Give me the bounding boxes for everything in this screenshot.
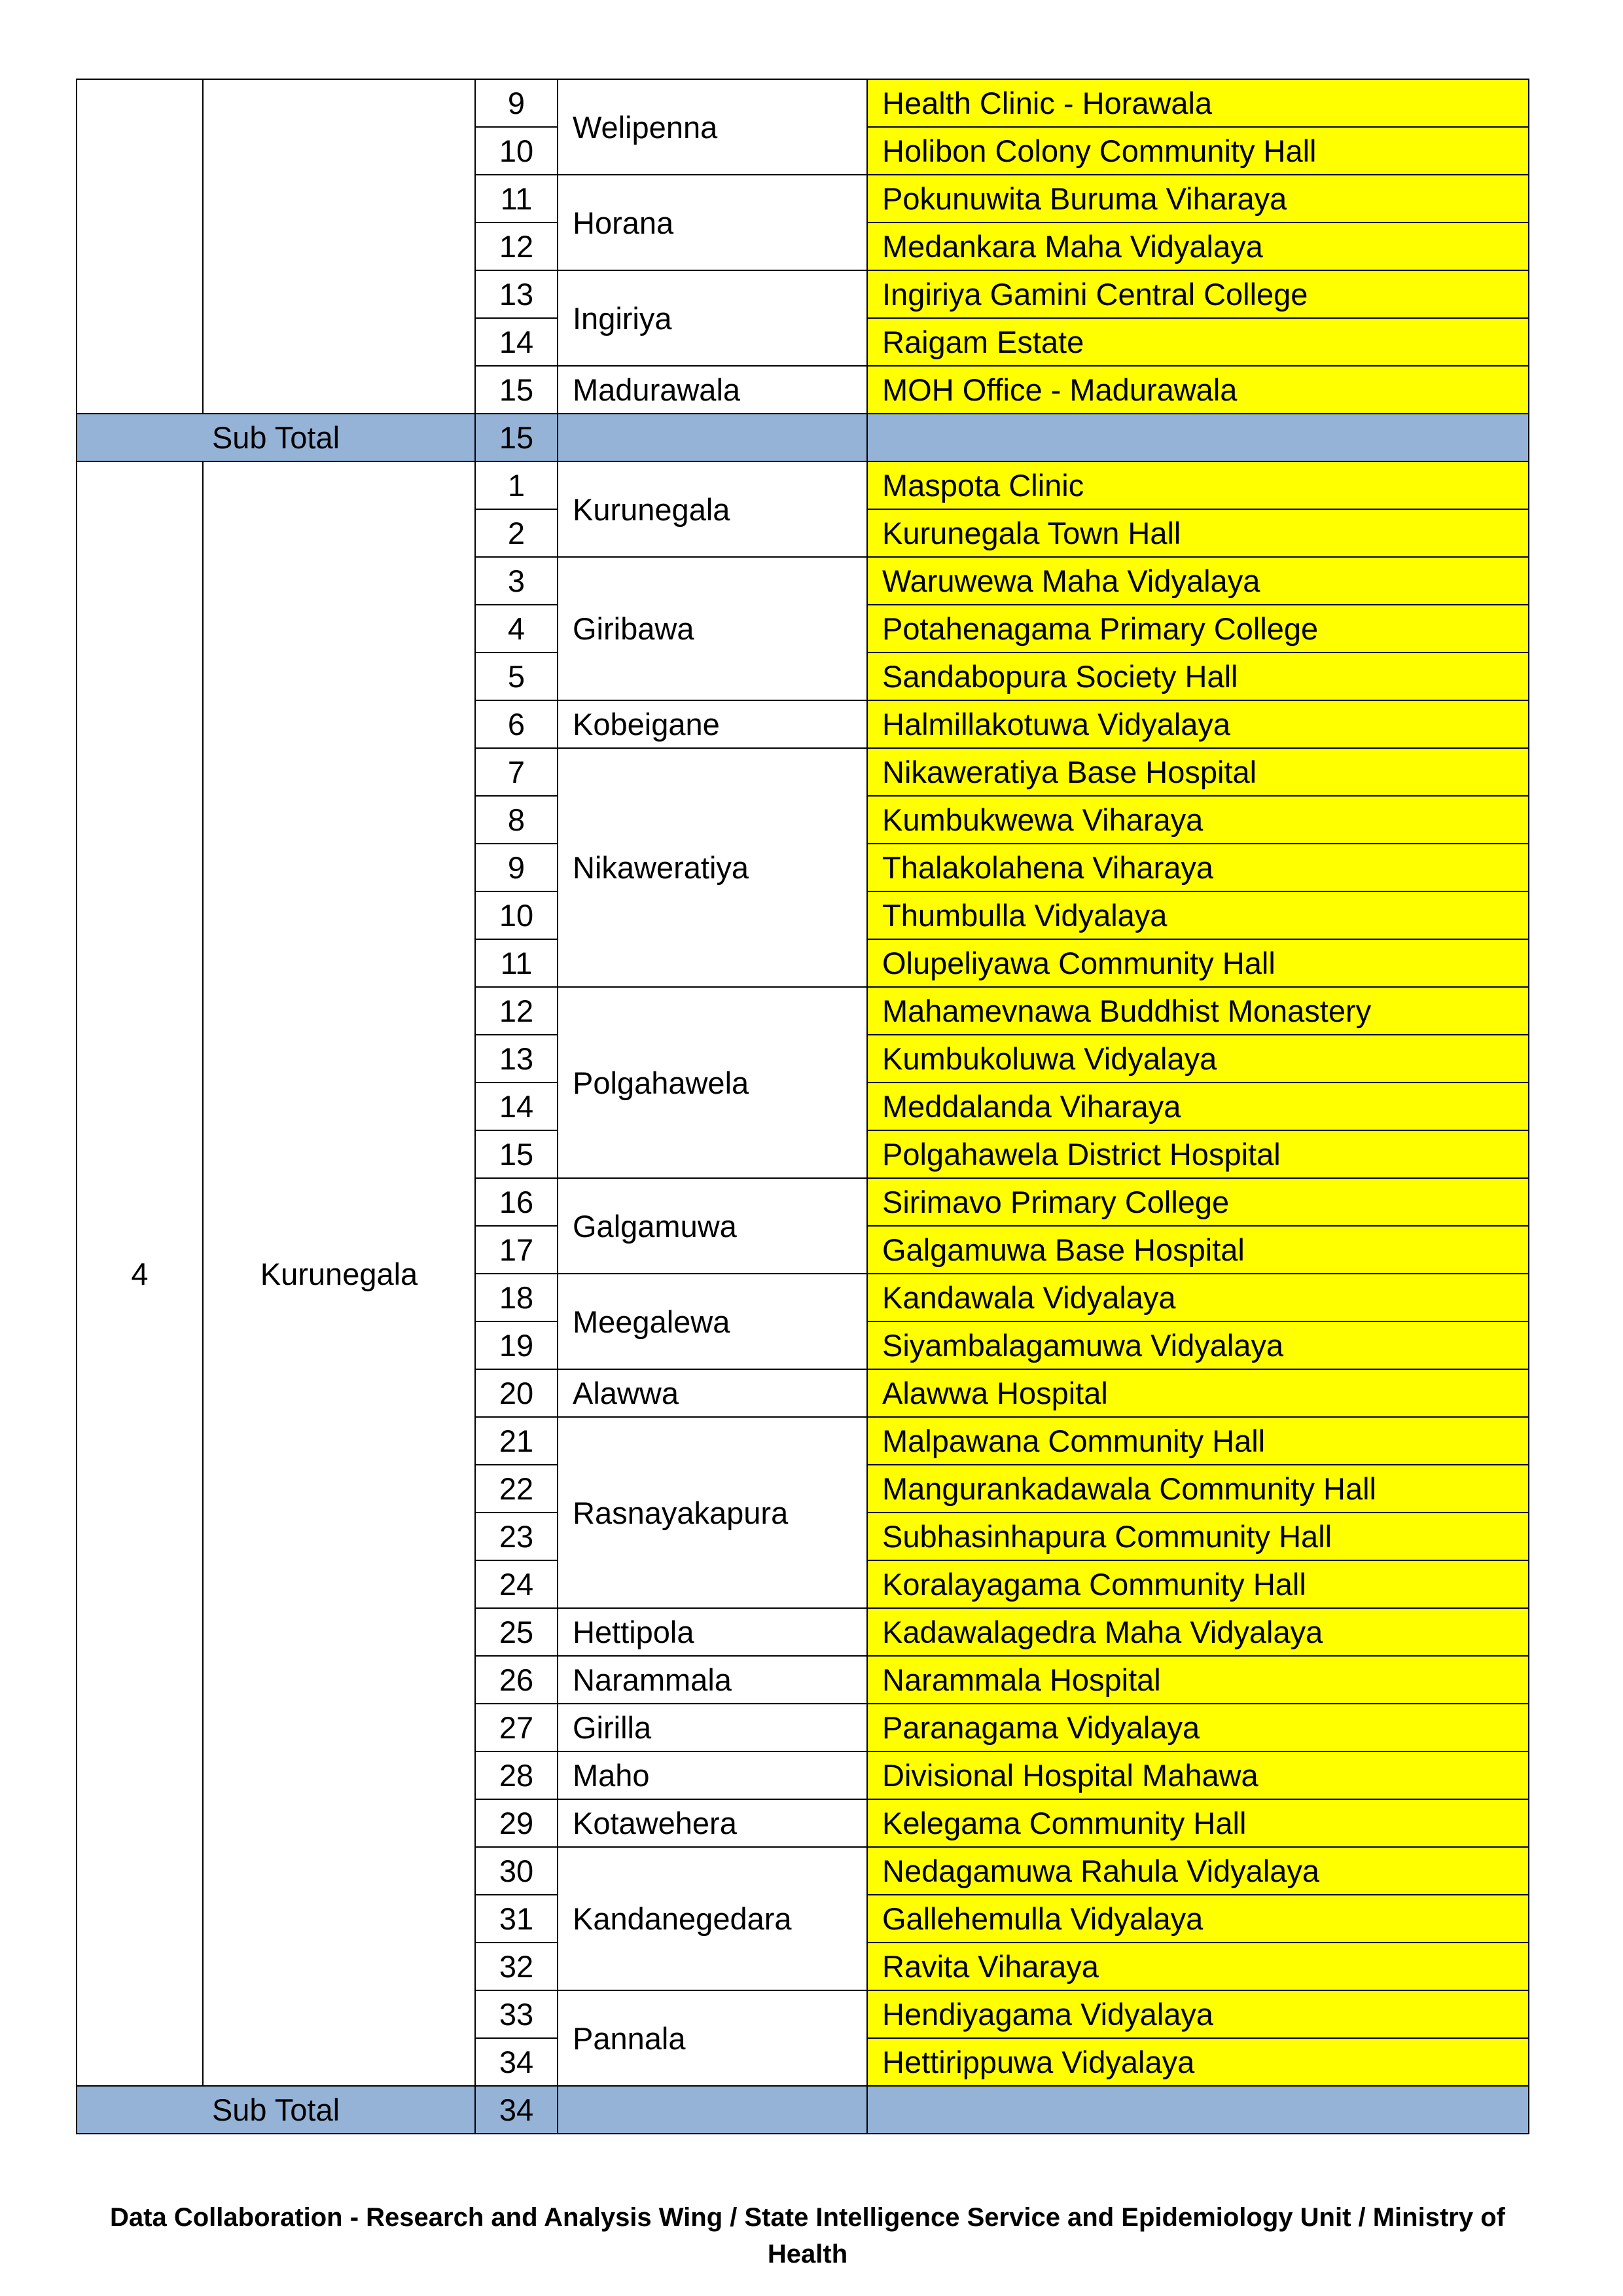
vaccination-center-cell: Holibon Colony Community Hall [867,127,1529,175]
center-number-cell: 13 [475,270,558,318]
center-number-cell: 14 [475,1083,558,1130]
vaccination-center-cell: Thalakolahena Viharaya [867,844,1529,891]
center-number-cell: 29 [475,1799,558,1847]
center-number-cell: 27 [475,1704,558,1751]
vaccination-center-cell: Potahenagama Primary College [867,605,1529,653]
center-number-cell: 12 [475,987,558,1035]
center-number-cell: 21 [475,1417,558,1465]
moh-area-cell: Narammala [558,1656,867,1704]
vaccination-center-cell: Raigam Estate [867,318,1529,366]
center-number-cell: 15 [475,1130,558,1178]
center-number-cell: 7 [475,748,558,796]
table-row [77,79,1529,127]
center-number-cell: 2 [475,509,558,557]
center-number-cell: 32 [475,1943,558,1990]
vaccination-centers-table [76,79,1529,2134]
center-number-cell: 13 [475,1035,558,1083]
subtotal-empty-cell [867,2086,1529,2134]
center-number-cell: 9 [475,79,558,127]
subtotal-row [77,414,1529,461]
vaccination-center-cell: Hendiyagama Vidyalaya [867,1990,1529,2038]
footer-line-2: Health [767,2240,848,2269]
vaccination-center-cell: Polgahawela District Hospital [867,1130,1529,1178]
vaccination-center-cell: Malpawana Community Hall [867,1417,1529,1465]
center-number-cell: 12 [475,223,558,270]
table-body [77,79,1529,2134]
center-number-cell: 17 [475,1226,558,1274]
center-number-cell: 22 [475,1465,558,1513]
center-number-cell: 26 [475,1656,558,1704]
vaccination-center-cell: MOH Office - Madurawala [867,366,1529,414]
footer-line-1: Data Collaboration - Research and Analysis Wing / State Intelligence Service and Epidemiology Unit / Ministry of [110,2203,1505,2232]
center-number-cell: 30 [475,1847,558,1895]
moh-area-cell: Horana [558,175,867,270]
footer-credit [76,2199,1539,2272]
center-number-cell: 8 [475,796,558,844]
subtotal-label: Sub Total [77,2086,475,2134]
center-number-cell: 6 [475,700,558,748]
vaccination-center-cell: Maspota Clinic [867,461,1529,509]
vaccination-center-cell: Mahamevnawa Buddhist Monastery [867,987,1529,1035]
vaccination-center-cell: Medankara Maha Vidyalaya [867,223,1529,270]
moh-area-cell: Nikaweratiya [558,748,867,987]
vaccination-center-cell: Nedagamuwa Rahula Vidyalaya [867,1847,1529,1895]
center-number-cell: 28 [475,1751,558,1799]
center-number-cell: 4 [475,605,558,653]
vaccination-center-cell: Olupeliyawa Community Hall [867,939,1529,987]
vaccination-center-cell: Gallehemulla Vidyalaya [867,1895,1529,1943]
center-number-cell: 15 [475,366,558,414]
moh-area-cell: Giribawa [558,557,867,700]
center-number-cell: 23 [475,1513,558,1560]
moh-area-cell: Hettipola [558,1608,867,1656]
vaccination-center-cell: Kelegama Community Hall [867,1799,1529,1847]
vaccination-center-cell: Health Clinic - Horawala [867,79,1529,127]
center-number-cell: 33 [475,1990,558,2038]
center-number-cell: 24 [475,1560,558,1608]
vaccination-center-cell: Paranagama Vidyalaya [867,1704,1529,1751]
district-name-cell: Kurunegala [203,461,475,2086]
vaccination-center-cell: Pokunuwita Buruma Viharaya [867,175,1529,223]
subtotal-empty-cell [558,414,867,461]
center-number-cell: 1 [475,461,558,509]
moh-area-cell: Madurawala [558,366,867,414]
center-number-cell: 3 [475,557,558,605]
moh-area-cell: Galgamuwa [558,1178,867,1274]
center-number-cell: 14 [475,318,558,366]
vaccination-center-cell: Kumbukwewa Viharaya [867,796,1529,844]
moh-area-cell: Girilla [558,1704,867,1751]
moh-area-cell: Kurunegala [558,461,867,557]
center-number-cell: 34 [475,2038,558,2086]
subtotal-empty-cell [867,414,1529,461]
vaccination-center-cell: Kadawalagedra Maha Vidyalaya [867,1608,1529,1656]
center-number-cell: 20 [475,1369,558,1417]
moh-area-cell: Kandanegedara [558,1847,867,1990]
vaccination-center-cell: Hettirippuwa Vidyalaya [867,2038,1529,2086]
moh-area-cell: Maho [558,1751,867,1799]
vaccination-center-cell: Halmillakotuwa Vidyalaya [867,700,1529,748]
vaccination-center-cell: Meddalanda Viharaya [867,1083,1529,1130]
vaccination-center-cell: Galgamuwa Base Hospital [867,1226,1529,1274]
subtotal-value: 15 [475,414,558,461]
center-number-cell: 11 [475,175,558,223]
vaccination-center-cell: Kumbukoluwa Vidyalaya [867,1035,1529,1083]
center-number-cell: 31 [475,1895,558,1943]
subtotal-empty-cell [558,2086,867,2134]
center-number-cell: 9 [475,844,558,891]
moh-area-cell: Polgahawela [558,987,867,1178]
vaccination-center-cell: Sandabopura Society Hall [867,653,1529,700]
moh-area-cell: Ingiriya [558,270,867,366]
subtotal-label: Sub Total [77,414,475,461]
moh-area-cell: Alawwa [558,1369,867,1417]
center-number-cell: 10 [475,127,558,175]
vaccination-center-cell: Waruwewa Maha Vidyalaya [867,557,1529,605]
moh-area-cell: Kobeigane [558,700,867,748]
vaccination-center-cell: Sirimavo Primary College [867,1178,1529,1226]
vaccination-center-cell: Thumbulla Vidyalaya [867,891,1529,939]
district-number-cell [77,79,203,414]
moh-area-cell: Rasnayakapura [558,1417,867,1608]
vaccination-center-cell: Ravita Viharaya [867,1943,1529,1990]
moh-area-cell: Meegalewa [558,1274,867,1369]
subtotal-value: 34 [475,2086,558,2134]
vaccination-center-cell: Siyambalagamuwa Vidyalaya [867,1321,1529,1369]
vaccination-center-cell: Mangurankadawala Community Hall [867,1465,1529,1513]
vaccination-center-cell: Alawwa Hospital [867,1369,1529,1417]
moh-area-cell: Kotawehera [558,1799,867,1847]
vaccination-center-cell: Narammala Hospital [867,1656,1529,1704]
center-number-cell: 5 [475,653,558,700]
moh-area-cell: Pannala [558,1990,867,2086]
vaccination-center-cell: Koralayagama Community Hall [867,1560,1529,1608]
subtotal-row [77,2086,1529,2134]
moh-area-cell: Welipenna [558,79,867,175]
vaccination-center-cell: Ingiriya Gamini Central College [867,270,1529,318]
center-number-cell: 11 [475,939,558,987]
center-number-cell: 10 [475,891,558,939]
vaccination-center-cell: Kurunegala Town Hall [867,509,1529,557]
district-name-cell [203,79,475,414]
district-number-cell: 4 [77,461,203,2086]
table-row [77,461,1529,509]
vaccination-center-cell: Nikaweratiya Base Hospital [867,748,1529,796]
vaccination-center-cell: Subhasinhapura Community Hall [867,1513,1529,1560]
vaccination-center-cell: Kandawala Vidyalaya [867,1274,1529,1321]
center-number-cell: 19 [475,1321,558,1369]
center-number-cell: 18 [475,1274,558,1321]
vaccination-center-cell: Divisional Hospital Mahawa [867,1751,1529,1799]
center-number-cell: 16 [475,1178,558,1226]
center-number-cell: 25 [475,1608,558,1656]
